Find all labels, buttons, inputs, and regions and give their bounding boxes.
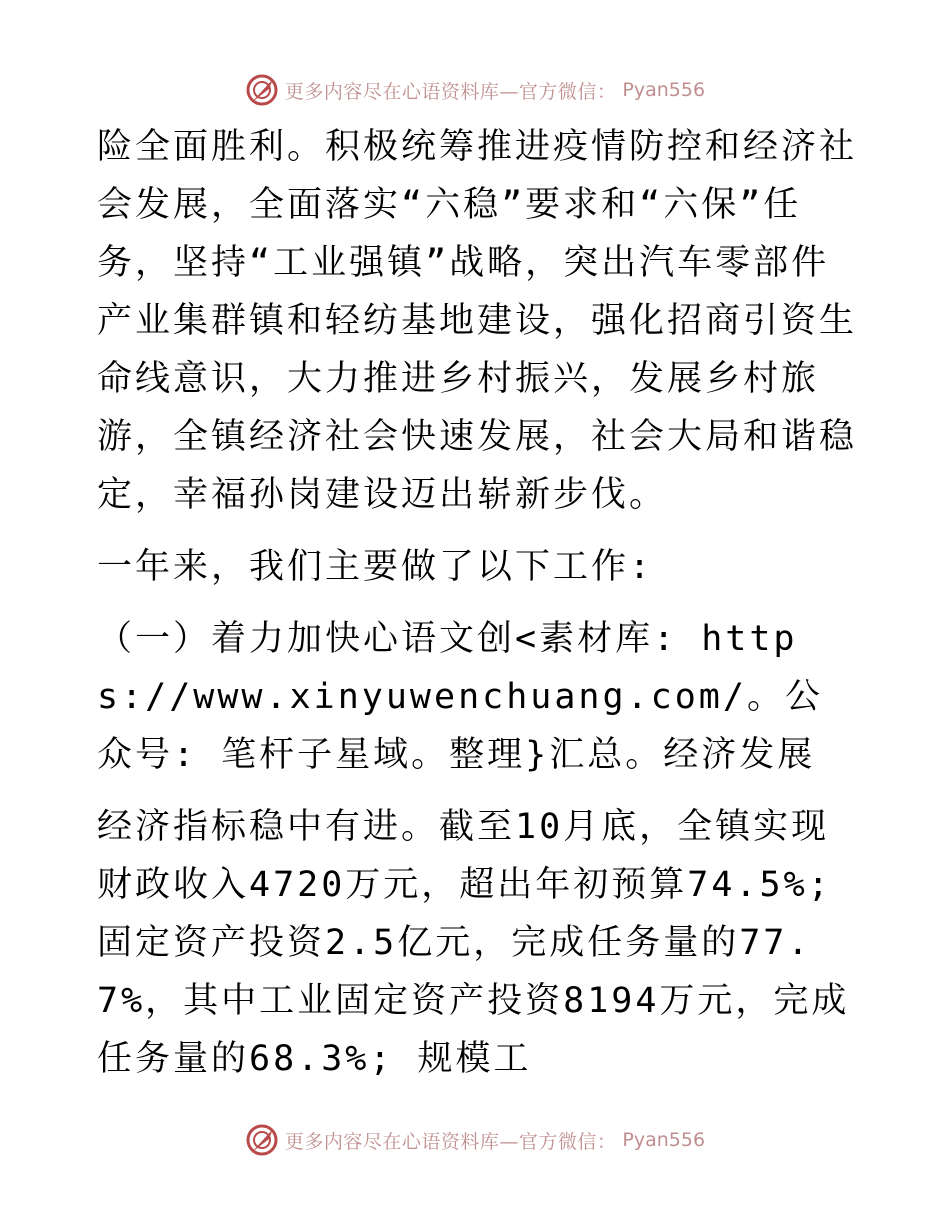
header-banner-text: 更多内容尽在心语资料库—官方微信： bbox=[284, 80, 617, 103]
footer-watermark-banner bbox=[0, 1120, 950, 1160]
paragraph-intro: 一年来，我们主要做了以下工作: bbox=[97, 547, 654, 587]
footer-banner-text: 更多内容尽在心语资料库—官方微信： bbox=[284, 1130, 617, 1153]
paragraph-economic-indicators: 经济指标稳中有进。截至10月底，全镇实现财政收入4720万元，超出年初预算74.5%; 固定资产投资2.5亿元，完成任务量的77.7%，其中工业固定资产投资8194万元，完成任务量的68.3%; 规模工 bbox=[97, 807, 850, 1079]
paragraph-summary: 险全面胜利。积极统筹推进疫情防控和经济社会发展，全面落实“六稳”要求和“六保”任务，坚持“工业强镇”战略，突出汽车零部件产业集群镇和轻纺基地建设，强化招商引资生命线意识，大力推进乡村振兴，发展乡村旅游，全镇经济社会快速发展，社会大局和谐稳定，幸福孙岗建设迈出崭新步伐。 bbox=[97, 127, 858, 515]
footer-banner-wechat-id: Pyan556 bbox=[622, 1129, 706, 1151]
quill-logo-icon bbox=[245, 73, 279, 107]
document-body bbox=[97, 118, 857, 1088]
section-heading-economy: （一）着力加快心语文创<素材库: https://www.xinyuwenchuang.com/。公众号: 笔杆子星域。整理}汇总。经济发展 bbox=[97, 619, 823, 775]
header-watermark-banner bbox=[0, 70, 950, 110]
quill-logo-icon bbox=[245, 1123, 279, 1157]
header-banner-wechat-id: Pyan556 bbox=[622, 79, 706, 101]
